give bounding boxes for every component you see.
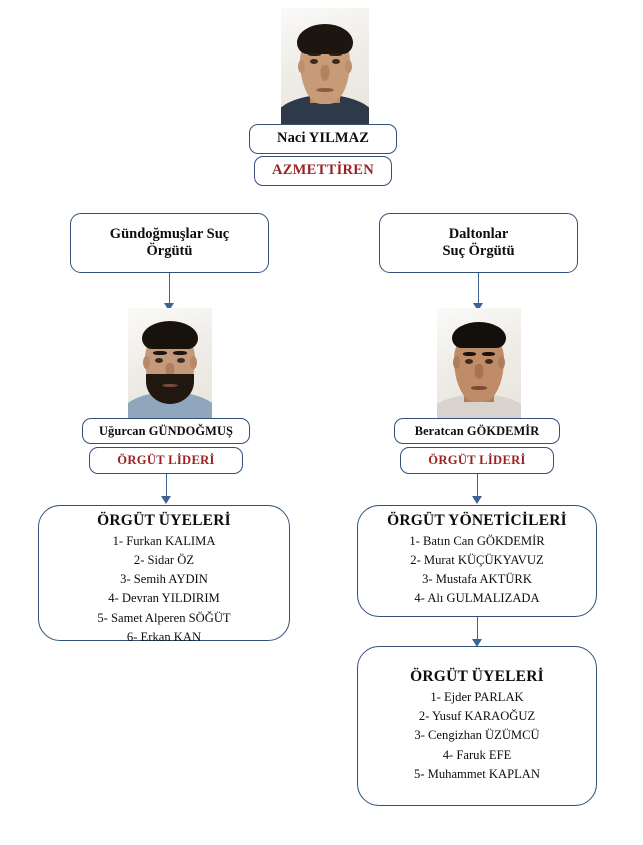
photo-hair	[297, 24, 353, 54]
members-box-daltonlar	[357, 646, 597, 806]
org-name-line-2: Suç Örgütü	[442, 243, 515, 259]
list-item: 3- Cengizhan ÜZÜMCÜ	[414, 728, 540, 743]
photo-brow-right	[329, 53, 342, 56]
leader-role: ÖRGÜT LİDERİ	[428, 453, 526, 468]
photo-ugurcan-gundogmus	[128, 308, 212, 426]
list-item: 1- Ejder PARLAK	[430, 690, 524, 705]
photo-mouth	[471, 386, 487, 390]
managers-box-daltonlar	[357, 505, 597, 617]
members-title: ÖRGÜT ÜYELERİ	[97, 512, 231, 529]
photo-brow-left	[153, 351, 167, 355]
photo-brow-left	[308, 53, 321, 56]
org-name-line-2: Örgütü	[146, 243, 193, 259]
list-item: 3- Mustafa AKTÜRK	[422, 572, 532, 587]
photo-ear-left	[143, 356, 150, 369]
members-list-wrap	[49, 512, 279, 647]
managers-title: ÖRGÜT YÖNETİCİLERİ	[387, 512, 567, 529]
list-item: 1- Batın Can GÖKDEMİR	[409, 534, 545, 548]
photo-mouth	[317, 88, 334, 92]
arrowhead-leader-to-managers	[472, 496, 482, 504]
instigator-name: Naci YILMAZ	[277, 130, 369, 147]
org-name-line-1: Daltonlar	[448, 225, 509, 242]
photo-ear-right	[345, 60, 352, 73]
list-item: 2- Sidar ÖZ	[133, 553, 195, 568]
org-header-daltonlar	[379, 213, 578, 273]
photo-nose	[475, 364, 484, 379]
roleplate-instigator	[254, 156, 392, 186]
photo-eye-right	[485, 359, 493, 364]
list-item: 3- Semih AYDIN	[120, 572, 208, 587]
photo-eye-left	[310, 59, 318, 64]
connector-leader-to-managers	[477, 474, 479, 498]
photo-nose	[321, 65, 330, 81]
managers-list-wrap	[368, 512, 586, 609]
photo-brow-right	[482, 352, 495, 356]
leader-name: Uğurcan GÜNDOĞMUŞ	[99, 423, 233, 438]
photo-eye-right	[332, 59, 340, 64]
connector-leader-to-members-left	[166, 474, 168, 498]
list-item: 5- Samet Alperen SÖĞÜT	[97, 610, 231, 625]
roleplate-leader-daltonlar	[400, 447, 554, 474]
nameplate-instigator	[249, 124, 397, 154]
list-item: 1- Furkan KALIMA	[112, 534, 216, 548]
list-item: 2- Yusuf KARAOĞUZ	[418, 709, 536, 724]
photo-naci-yilmaz	[281, 8, 369, 133]
photo-ear-left	[453, 356, 460, 369]
photo-brow-left	[463, 352, 476, 356]
photo-mouth	[163, 384, 178, 387]
arrowhead-leader-to-members-left	[161, 496, 171, 504]
org-name-line-1: Gündoğmuşlar Suç	[109, 225, 230, 242]
photo-ear-right	[498, 356, 505, 369]
nameplate-leader-gundogmuslar	[82, 418, 250, 444]
nameplate-leader-daltonlar	[394, 418, 560, 444]
list-item: 4- Alı GULMALIZADA	[414, 591, 540, 606]
leader-name: Beratcan GÖKDEMİR	[414, 423, 540, 438]
connector-managers-to-members	[477, 617, 479, 641]
connector-gundogmuslar-to-leader	[169, 273, 171, 305]
photo-hair	[452, 322, 506, 348]
list-item: 2- Murat KÜÇÜKYAVUZ	[410, 553, 544, 568]
org-header-gundogmuslar	[70, 213, 269, 273]
photo-brow-right	[173, 351, 187, 355]
leader-role: ÖRGÜT LİDERİ	[117, 453, 215, 468]
photo-hair	[142, 321, 198, 349]
roleplate-leader-gundogmuslar	[89, 447, 243, 474]
photo-ear-right	[190, 356, 197, 369]
photo-beratcan-gokdemir	[437, 308, 521, 426]
list-item: 5- Muhammet KAPLAN	[414, 766, 540, 781]
connector-daltonlar-to-leader	[478, 273, 480, 305]
list-item: 4- Devran YILDIRIM	[108, 591, 220, 606]
list-item: 4- Faruk EFE	[442, 747, 512, 762]
instigator-role: AZMETTİREN	[271, 162, 375, 179]
members-list-wrap	[368, 668, 586, 784]
photo-eye-right	[177, 358, 185, 363]
list-item: 6- Erkan KAN	[126, 629, 202, 644]
members-title: ÖRGÜT ÜYELERİ	[410, 668, 544, 686]
photo-eye-left	[465, 359, 473, 364]
photo-ear-left	[298, 60, 305, 73]
photo-eye-left	[155, 358, 163, 363]
members-box-gundogmuslar	[38, 505, 290, 644]
